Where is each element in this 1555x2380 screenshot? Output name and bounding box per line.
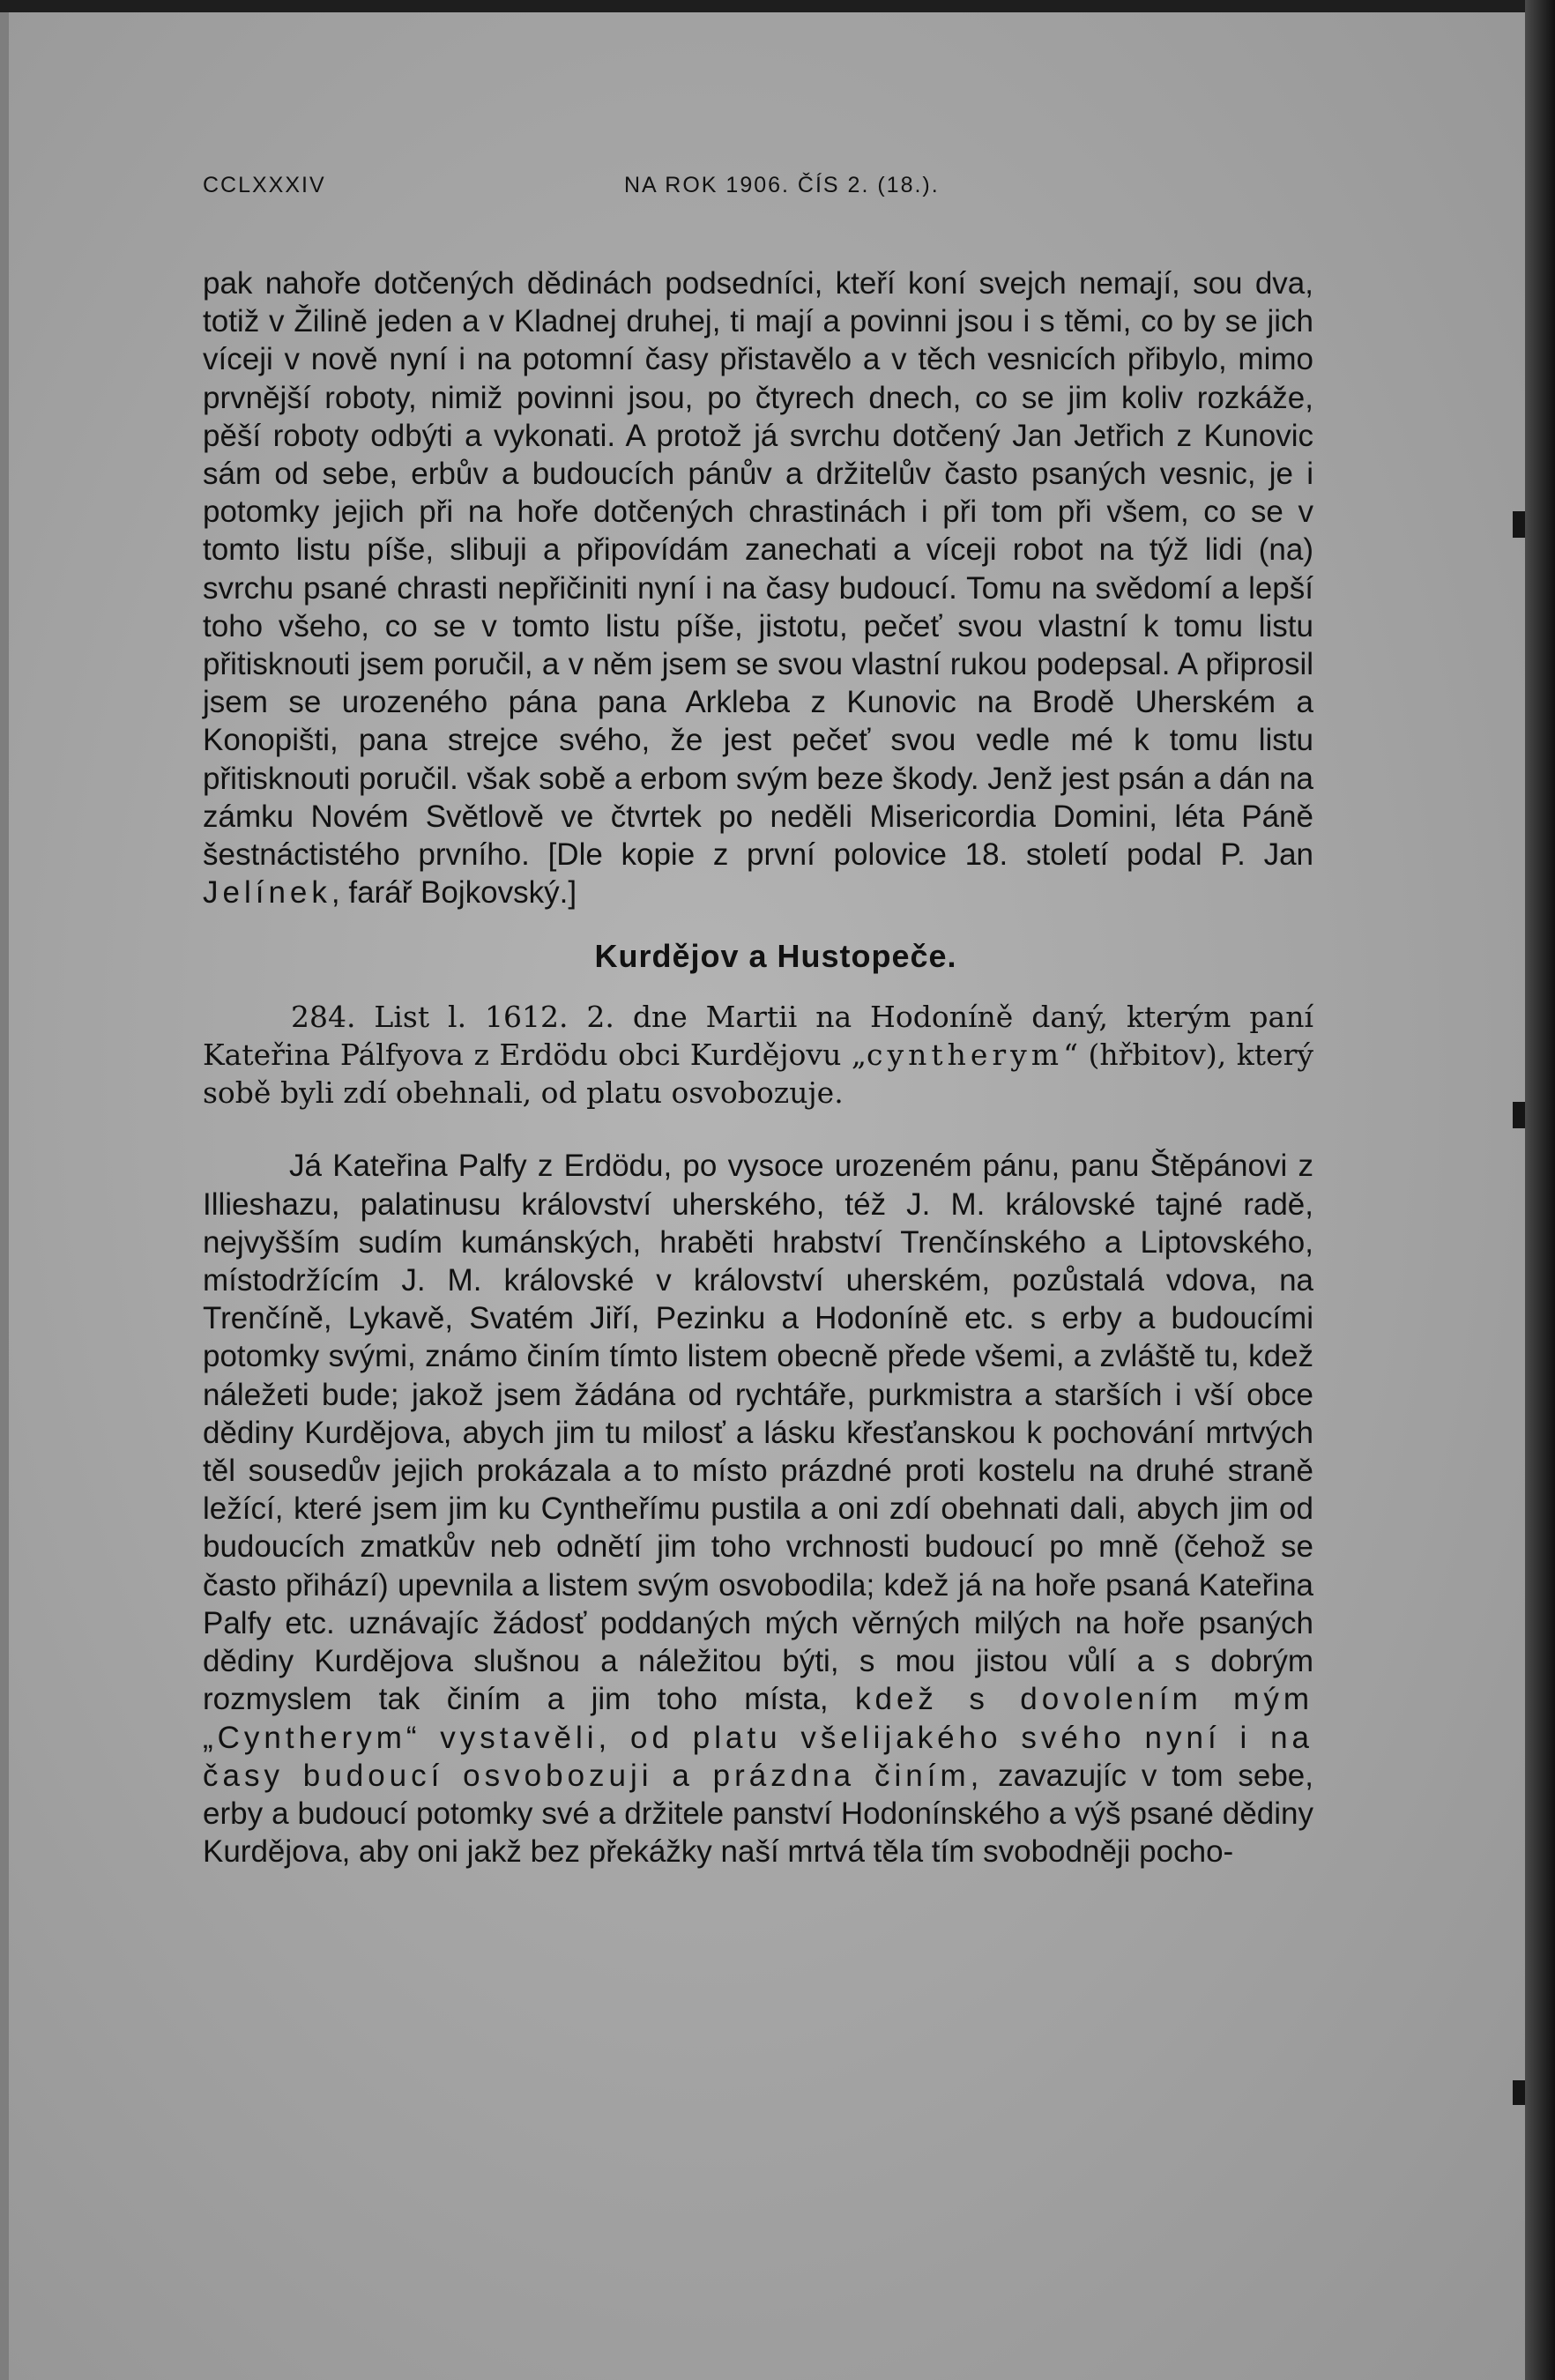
regest-text-b: “ (hřbitov), který sobě byli zdí obehnali, od platu osvobozuje. xyxy=(203,1038,1313,1111)
left-scan-edge xyxy=(0,0,9,2380)
regest-spaced-word: cyntherym xyxy=(866,1038,1064,1073)
paragraph-text-a: pak nahoře dotčených dědinách podsedníci, kteří koní svejch nemají, sou dva, totiž v Žilině jeden a v Kladnej druhej, ti mají a povinni jsou i s těmi, co by se jich víceji v nově nyní i na potomní časy přistavělo a v těch vesnicích přibylo, mimo prvnější roboty, nimiž povinni jsou, po čtyrech dnech, co se jim koliv rozkáže, pěší roboty odbýti a vykonati. A protož já svrchu dotčený Jan Jetřich z Kunovic sám od sebe, erbův a budoucích pánův a držitelův často psaných vesnic, je i potomky jejich při na hoře dotčených chrastinách i při tom při všem, co se v tomto listu píše, slibuji a připovídám zanechati a víceji robot na týž lidi (na) svrchu psané chrasti nepřičiniti nyní i na časy budoucí. Tomu na svědomí a lepší toho všeho, co se v tomto listu píše, jistotu, pečeť svou vlastní k tomu listu přitisknouti jsem poručil, a v něm jsem se svou vlastní rukou podepsal. A připrosil jsem se urozeného pána pana Arkleba z Kunovic na Brodě Uherském a Konopišti, pana strejce svého, že jest pečeť svou vedle mé k tomu listu přitisknouti poručil. však sobě a erbom svým beze škody. Jenž jest psán a dán na zámku Novém Světlově ve čtvrtek po neděli Misericordia Domini, léta Páně šestnáctistého prvního. [Dle kopie z první polovice 18. století podal P. Jan xyxy=(203,266,1313,873)
section-heading: Kurdějov a Hustopeče. xyxy=(594,938,957,975)
document-page xyxy=(203,167,1313,1871)
paragraph-2-spaced-text: kdež s dovolením mým „Cyntherym“ vystavěli, od platu všelijakého svého nyní i na časy budoucí osvobozuji a prázdna činím, xyxy=(203,1682,1313,1793)
paragraph-2-text-b: zavazujíc v tom sebe, erby a budoucí potomky své a držitele panství Hodonínského a výš psané dědiny Kurdějova, aby oni jakž bez překážky naší mrtvá těla tím svobodněji pocho- xyxy=(203,1758,1313,1870)
paragraph-text-b: , farář Bojkovský.] xyxy=(331,875,577,911)
author-name-spaced: Jelínek xyxy=(203,875,331,911)
right-scan-edge xyxy=(1525,0,1555,2380)
page-number: CCLXXXIV xyxy=(203,173,326,197)
body-paragraph-2 xyxy=(203,1147,1313,1871)
top-scan-edge xyxy=(0,0,1555,12)
regest-text-a: 284. List l. 1612. 2. dne Martii na Hodoníně daný, kterým paní Kateřina Pálfyova z Erdödu obci Kurdějovu „ xyxy=(203,1000,1313,1073)
regest-summary xyxy=(203,998,1313,1112)
running-header xyxy=(203,167,1313,203)
body-paragraph-1 xyxy=(203,264,1313,911)
running-title: NA ROK 1906. ČÍS 2. (18.). xyxy=(624,173,940,197)
paragraph-2-text-a: Já Kateřina Palfy z Erdödu, po vysoce urozeném pánu, panu Štěpánovi z Illieshazu, palatinusu království uherského, též J. M. královské tajné radě, nejvyšším sudím kumánských, hraběti hrabství Trenčínského a Liptovského, místodržícím J. M. královské v království uherském, pozůstalá vdova, na Trenčíně, Lykavě, Svatém Jiří, Pezinku a Hodoníně etc. s erby a budoucími potomky svými, známo činím tímto listem obecně přede všemi, a zvláště tu, kdež náležeti bude; jakož jsem žádána od rychtáře, purkmistra a starších i vší obce dědiny Kurdějova, abych jim tu milosť a lásku křesťanskou k pochování mrtvých těl sousedův jejich prokázala a to místo prázdné proti kostelu na druhé straně ležící, které jsem jim ku Cyntheřímu pustila a oni zdí obehnati dali, abych jim od budoucích zmatkův neb odnětí jim toho vrchnosti budoucí po mně (čehož se často přihází) upevnila a listem svým osvobodila; kdež já na hoře psaná Kateřina Palfy etc. uznávajíc žádosť poddaných mých věrných milých na hoře psaných dědiny Kurdějova slušnou a náležitou býti, s mou jistou vůlí a s dobrým rozmyslem tak činím a jim toho místa, xyxy=(203,1149,1313,1717)
paragraph-text xyxy=(203,264,1313,911)
margin-tab-mark xyxy=(1513,1102,1525,1128)
margin-tab-mark xyxy=(1513,511,1525,538)
margin-tab-mark xyxy=(1513,2080,1525,2105)
